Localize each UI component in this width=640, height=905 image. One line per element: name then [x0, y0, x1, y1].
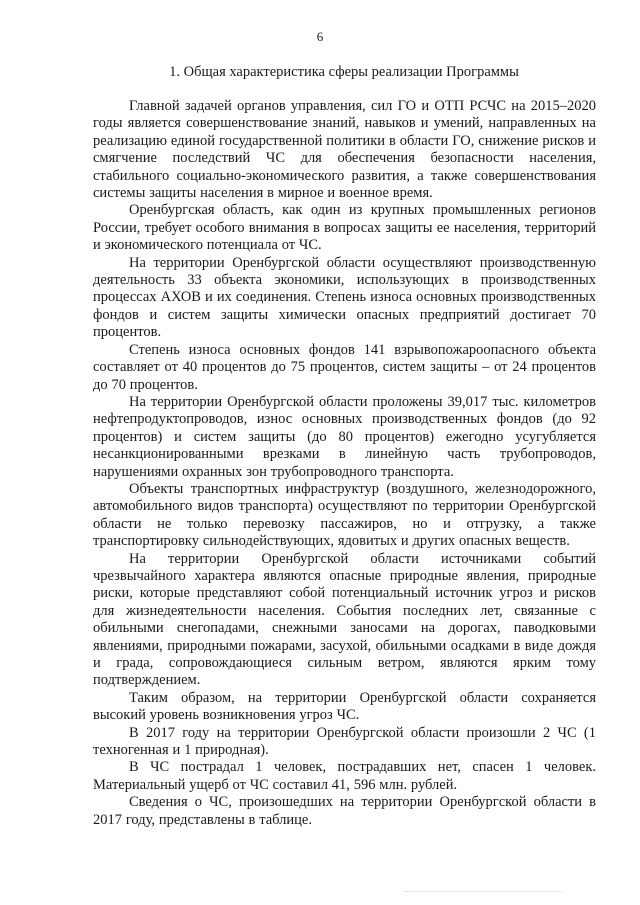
paragraph: Оренбургская область, как один из крупных промышленных регионов России, требует особого внимания в вопросах защиты ее населения, территорий и экономического потенциала от ЧС.: [93, 202, 596, 254]
paragraph: В ЧС пострадал 1 человек, пострадавших нет, спасен 1 человек. Материальный ущерб от ЧС составил 41, 596 млн. рублей.: [93, 759, 596, 793]
paragraph: Таким образом, на территории Оренбургской области сохраняется высокий уровень возникновения угроз ЧС.: [93, 689, 596, 724]
body-text: [93, 98, 596, 829]
paragraph: На территории Оренбургской области проложены 39,017 тыс. километров нефтепродуктопроводов, износ основных производственных фондов (до 92 процентов) и систем защиты (до 80 процентов) ежегодно усугубляется несанкционированными врезками в линейную часть трубопроводов, нарушениями охранных зон трубопроводного транспорта.: [93, 393, 596, 480]
paragraph: Степень износа основных фондов 141 взрывопожароопасного объекта составляет от 40 процентов до 75 процентов, систем защиты – от 24 процентов до 70 процентов.: [93, 341, 596, 393]
section-title: 1. Общая характеристика сферы реализации Программы: [169, 64, 519, 80]
paragraph: Объекты транспортных инфраструктур (воздушного, железнодорожного, автомобильного видов транспорта) осуществляют по территории Оренбургской области не только перевозку пассажиров, но и отгрузку, а также транспортировку сильнодействующих, ядовитых и других опасных веществ.: [93, 480, 596, 550]
page-number: 6: [316, 29, 324, 44]
scan-artifact: [404, 891, 564, 896]
paragraph: В 2017 году на территории Оренбургской области произошли 2 ЧС (1 техногенная и 1 природная).: [93, 724, 596, 759]
paragraph: На территории Оренбургской области осуществляют производственную деятельность 33 объекта экономики, использующих в производственных процессах АХОВ и их соединения. Степень износа основных производственных фондов и систем защиты химически опасных предприятий достигает 70 процентов.: [93, 254, 596, 341]
paragraph: Сведения о ЧС, произошедших на территории Оренбургской области в 2017 году, представлены в таблице.: [93, 794, 596, 828]
paragraph: На территории Оренбургской области источниками событий чрезвычайного характера являются опасные природные явления, природные риски, которые представляют собой потенциальный источник угроз и рисков для жизнедеятельности населения. События последних лет, связанные с обильными снегопадами, снежными заносами на дорогах, паводковыми явлениями, природными пожарами, засухой, обильными осадками в виде дождя и града, сопровождающиеся сильным ветром, являются ярким тому подтверждением.: [93, 550, 596, 689]
paragraph: Главной задачей органов управления, сил ГО и ОТП РСЧС на 2015–2020 годы является совершенствование знаний, навыков и умений, направленных на реализацию единой государственной политики в области ГО, снижение рисков и смягчение последствий ЧС для обеспечения безопасности населения, стабильного социально-экономического развития, а также совершенствования системы защиты населения в мирное и военное время.: [93, 98, 596, 202]
